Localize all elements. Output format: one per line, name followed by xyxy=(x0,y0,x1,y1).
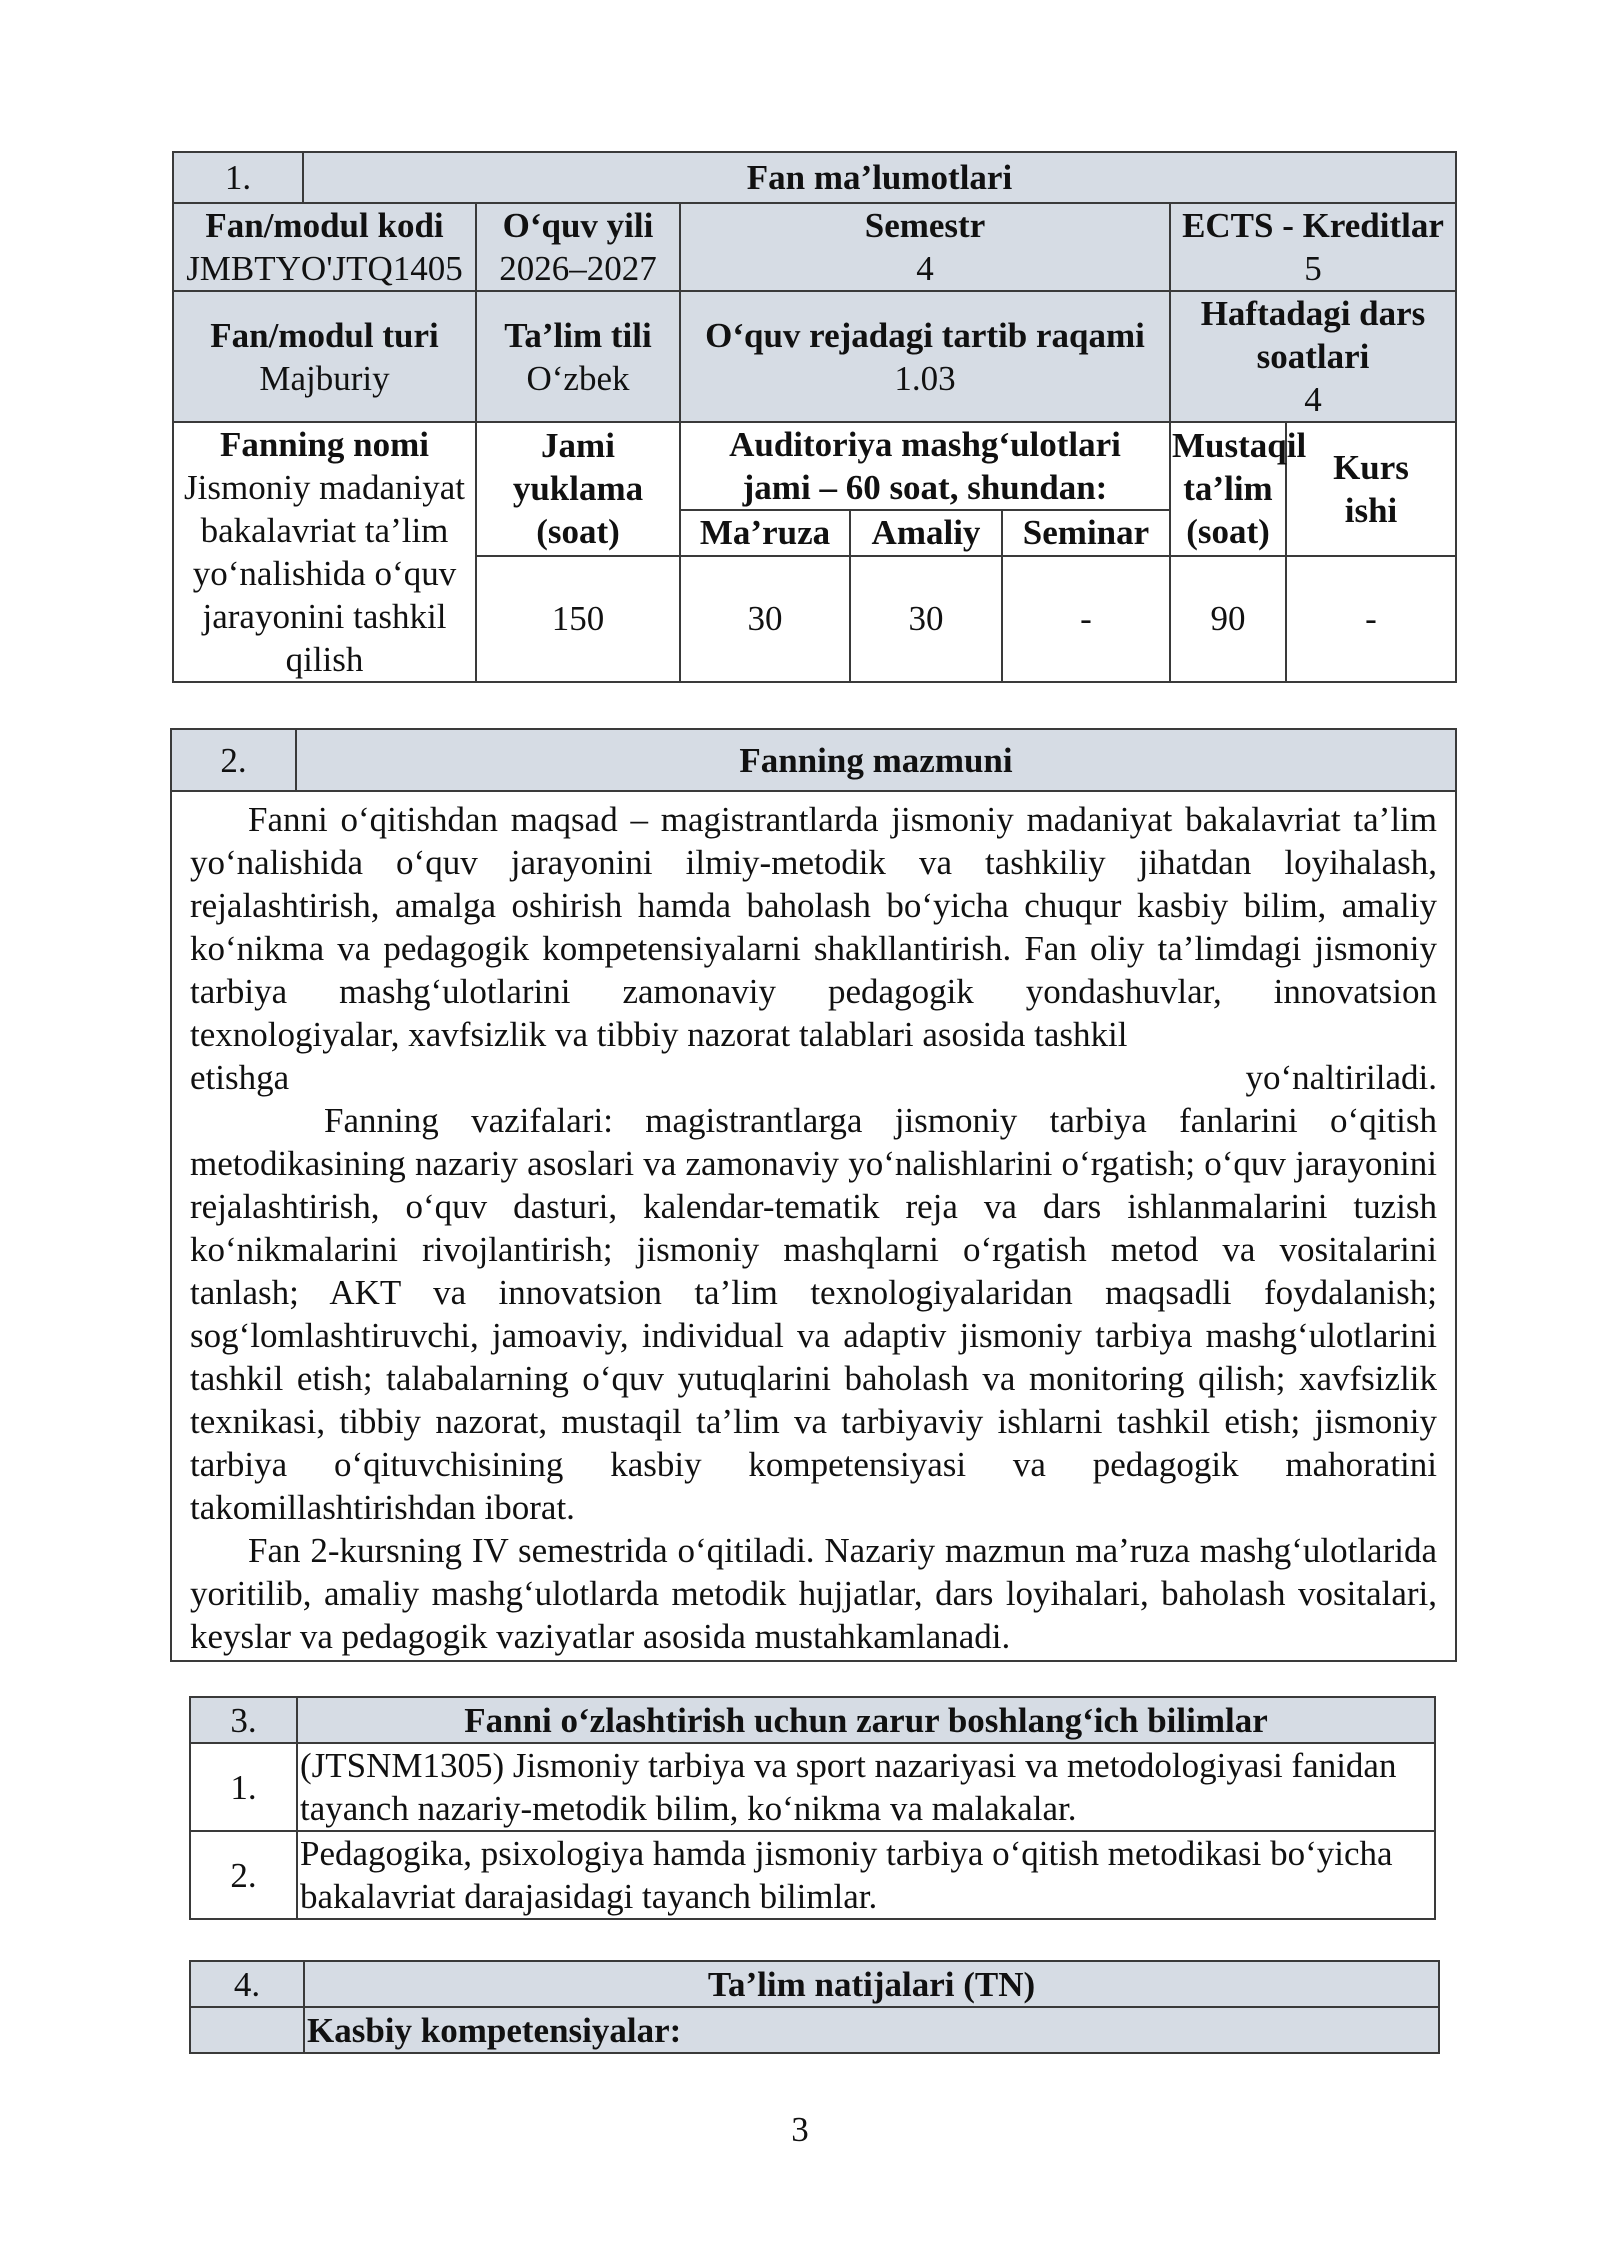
course-work-label: Kurs ishi xyxy=(1286,422,1456,556)
prerequisite-text: Pedagogika, psixologiya hamda jismoniy tarbiya o‘qitish metodikasi bo‘yicha bakalavriat darajasidagi tayanch bilimlar. xyxy=(297,1831,1435,1919)
practical-label: Amaliy xyxy=(850,510,1002,555)
learning-outcomes-table xyxy=(189,1960,1440,2054)
auditorium-label: Auditoriya mashg‘ulotlari jami – 60 soat, shundan: xyxy=(680,422,1170,510)
academic-year-cell xyxy=(476,203,680,291)
page-number: 3 xyxy=(791,2110,809,2149)
course-content-table xyxy=(170,728,1457,1662)
weekly-hours-value: 4 xyxy=(1304,380,1322,419)
course-type-label: Fan/modul turi xyxy=(210,315,439,355)
weekly-hours-cell xyxy=(1170,291,1456,422)
prerequisite-text: (JTSNM1305) Jismoniy tarbiya va sport nazariyasi va metodologiyasi fanidan tayanch nazariy-metodik bilim, ko‘nikma va malakalar. xyxy=(297,1743,1435,1831)
seminar-value: - xyxy=(1002,556,1170,683)
lecture-label: Ma’ruza xyxy=(680,510,850,555)
order-number-cell xyxy=(680,291,1170,422)
course-work-value: - xyxy=(1286,556,1456,683)
section-title: Fanni o‘zlashtirish uchun zarur boshlang‘ich bilimlar xyxy=(297,1697,1435,1743)
course-type-cell xyxy=(173,291,476,422)
section-title: Fan ma’lumotlari xyxy=(303,152,1456,203)
course-code-label: Fan/modul kodi xyxy=(205,206,444,245)
course-info-table xyxy=(172,151,1457,683)
section-number: 3. xyxy=(190,1697,297,1743)
course-content-body xyxy=(171,791,1456,1661)
course-type-value: Majburiy xyxy=(259,358,390,398)
course-name-value: Jismoniy madaniyat bakalavriat ta’lim yo‘nalishida o‘quv jarayonini tashkil qilish xyxy=(184,468,465,679)
ects-label: ECTS - Kreditlar xyxy=(1182,206,1444,245)
order-number-label: O‘quv rejadagi tartib raqami xyxy=(705,315,1145,355)
course-name-label: Fanning nomi xyxy=(219,425,430,464)
independent-study-label: Mustaqil ta’lim (soat) xyxy=(1170,422,1286,556)
prerequisite-number: 1. xyxy=(190,1743,297,1831)
semester-value: 4 xyxy=(916,249,934,288)
course-code-cell xyxy=(173,203,476,291)
seminar-label: Seminar xyxy=(1002,510,1170,555)
semester-cell xyxy=(680,203,1170,291)
ects-value: 5 xyxy=(1304,249,1322,288)
language-label: Ta’lim tili xyxy=(504,315,652,355)
total-load-value: 150 xyxy=(476,556,680,683)
weekly-hours-label: Haftadagi dars soatlari xyxy=(1200,294,1426,376)
teaching-paragraph: Fan 2-kursning IV semestrida o‘qitiladi. Nazariy mazmun ma’ruza mashg‘ulotlarida yoritilib, amaliy mashg‘ulotlarda metodik hujjatlar, dars loyihalari, baholash vositalari, keyslar va pedagogik vaziyatlar asosida mustahkamlanadi. xyxy=(190,1531,1437,1656)
semester-label: Semestr xyxy=(864,206,986,245)
academic-year-value: 2026–2027 xyxy=(499,249,657,288)
language-cell xyxy=(476,291,680,422)
course-code-value: JMBTYO'JTQ1405 xyxy=(186,249,463,288)
language-value: O‘zbek xyxy=(526,358,630,398)
section-title: Ta’lim natijalari (TN) xyxy=(304,1961,1439,2007)
practical-value: 30 xyxy=(850,556,1002,683)
goal-paragraph: Fanni o‘qitishdan maqsad – magistrantlarda jismoniy madaniyat bakalavriat ta’lim yo‘nalishida o‘quv jarayonini ilmiy-metodik va tashkiliy jihatdan loyihalash, rejalashtirish, amalga oshirish hamda baholash bo‘yicha chuqur kasbiy bilim, amaliy ko‘nikma va pedagogik kompetensiyalarni shakllantirish. Fan oliy ta’limdagi jismoniy tarbiya mashg‘ulotlarini zamonaviy pedagogik yondashuvlar, innovatsion texnologiyalar, xavfsizlik va tibbiy nazorat talablari asosida tashkil xyxy=(190,800,1437,1054)
ects-cell xyxy=(1170,203,1456,291)
prerequisite-number: 2. xyxy=(190,1831,297,1919)
section-number: 4. xyxy=(190,1961,304,2007)
prerequisites-table xyxy=(189,1696,1436,1920)
academic-year-label: O‘quv yili xyxy=(502,206,654,245)
order-number-value: 1.03 xyxy=(894,358,956,398)
section-number: 1. xyxy=(173,152,303,203)
total-load-label: Jami yuklama (soat) xyxy=(476,422,680,556)
course-name-cell xyxy=(173,422,476,682)
lecture-value: 30 xyxy=(680,556,850,683)
goal-paragraph-end: etishga yo‘naltiriladi. xyxy=(190,1058,1437,1097)
independent-study-value: 90 xyxy=(1170,556,1286,683)
empty-cell xyxy=(190,2007,304,2053)
section-title: Fanning mazmuni xyxy=(296,729,1456,791)
section-number: 2. xyxy=(171,729,296,791)
competencies-heading: Kasbiy kompetensiyalar: xyxy=(304,2007,1439,2053)
tasks-paragraph: Fanning vazifalari: magistrantlarga jismoniy tarbiya fanlarini o‘qitish metodikasining nazariy asoslari va zamonaviy yo‘nalishlarini o‘rgatish; o‘quv jarayonini rejalashtirish, o‘quv dasturi, kalendar-tematik reja va dars ishlanmalarini tuzish ko‘nikmalarini rivojlantirish; jismoniy mashqlarni o‘rgatish metod va vositalarini tanlash; AKT va innovatsion ta’lim texnologiyalaridan maqsadli foydalanish; sog‘lomlashtiruvchi, jamoaviy, individual va adaptiv jismoniy tarbiya mashg‘ulotlarini tashkil etish; talabalarning o‘quv yutuqlarini baholash va monitoring qilish; xavfsizlik texnikasi, tibbiy nazorat, mustaqil ta’lim va tarbiyaviy ishlarni tashkil etish; jismoniy tarbiya o‘qituvchisining kasbiy kompetensiyasi va pedagogik mahoratini takomillashtirishdan iborat. xyxy=(190,1101,1437,1527)
